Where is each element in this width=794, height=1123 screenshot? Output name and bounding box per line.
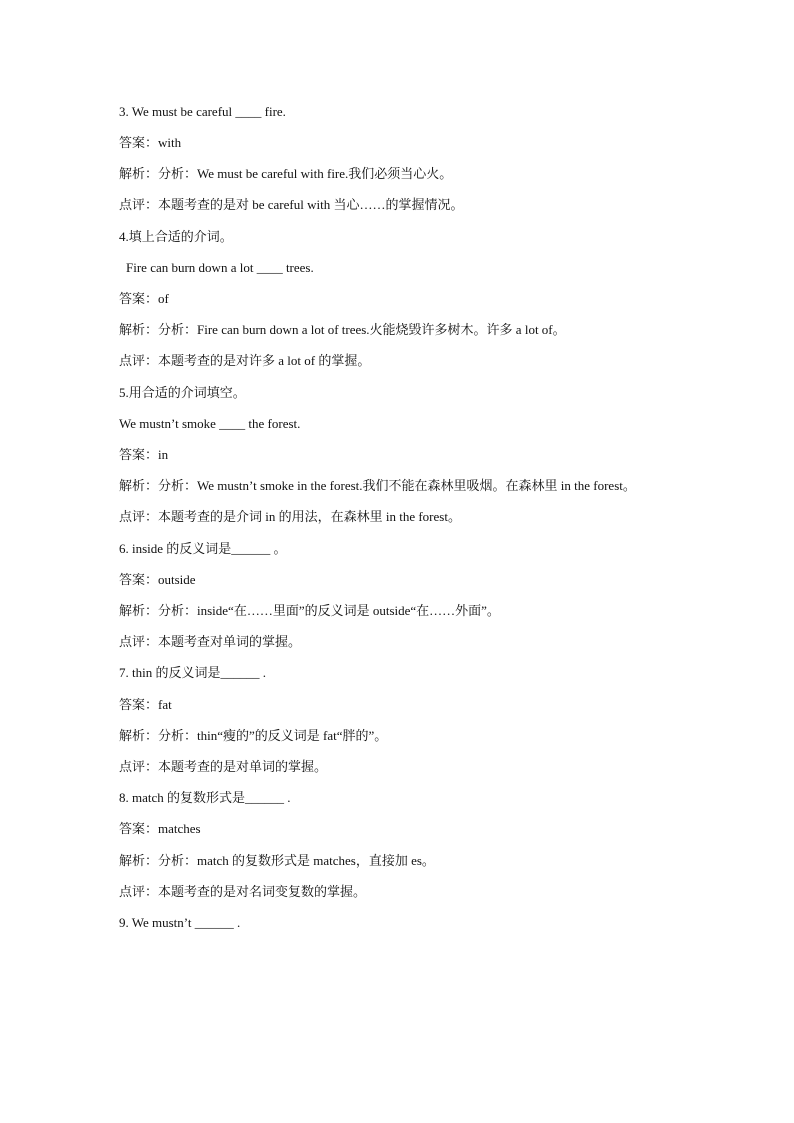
comment-8: 点评：本题考查的是对名词变复数的掌握。: [119, 884, 367, 899]
answer-4: 答案：of: [119, 291, 169, 306]
question-3: 3. We must be careful ____ fire.: [119, 104, 286, 119]
question-4-instruction: 4.填上合适的介词。: [119, 229, 233, 244]
analysis-6: 解析：分析：inside“在……里面”的反义词是 outside“在……外面”。: [119, 603, 500, 618]
answer-6: 答案：outside: [119, 572, 196, 587]
answer-7: 答案：fat: [119, 697, 172, 712]
question-5: We mustn’t smoke ____ the forest.: [119, 416, 301, 431]
analysis-8: 解析：分析：match 的复数形式是 matches，直接加 es。: [119, 853, 435, 868]
answer-5: 答案：in: [119, 447, 169, 462]
question-5-instruction: 5.用合适的介词填空。: [119, 385, 246, 400]
comment-4: 点评：本题考查的是对许多 a lot of 的掌握。: [119, 353, 371, 368]
analysis-4: 解析：分析：Fire can burn down a lot of trees.火能烧毁许多树木。许多 a lot of。: [119, 322, 566, 337]
question-8: 8. match 的复数形式是______ .: [119, 790, 291, 805]
question-7: 7. thin 的反义词是______ .: [119, 665, 266, 680]
comment-7: 点评：本题考查的是对单词的掌握。: [119, 759, 328, 774]
answer-8: 答案：matches: [119, 821, 201, 836]
comment-6: 点评：本题考查对单词的掌握。: [119, 634, 302, 649]
analysis-5: 解析：分析：We mustn’t smoke in the forest.我们不能在森林里吸烟。在森林里 in the forest。: [119, 478, 636, 493]
question-6: 6. inside 的反义词是______ 。: [119, 541, 287, 556]
analysis-7: 解析：分析：thin“瘦的”的反义词是 fat“胖的”。: [119, 728, 388, 743]
question-4: Fire can burn down a lot ____ trees.: [126, 260, 314, 275]
analysis-3: 解析：分析：We must be careful with fire.我们必须当心火。: [119, 166, 453, 181]
answer-3: 答案：with: [119, 135, 182, 150]
question-9: 9. We mustn’t ______ .: [119, 915, 241, 930]
comment-5: 点评：本题考查的是介词 in 的用法，在森林里 in the forest。: [119, 509, 461, 524]
comment-3: 点评：本题考查的是对 be careful with 当心……的掌握情况。: [119, 197, 464, 212]
